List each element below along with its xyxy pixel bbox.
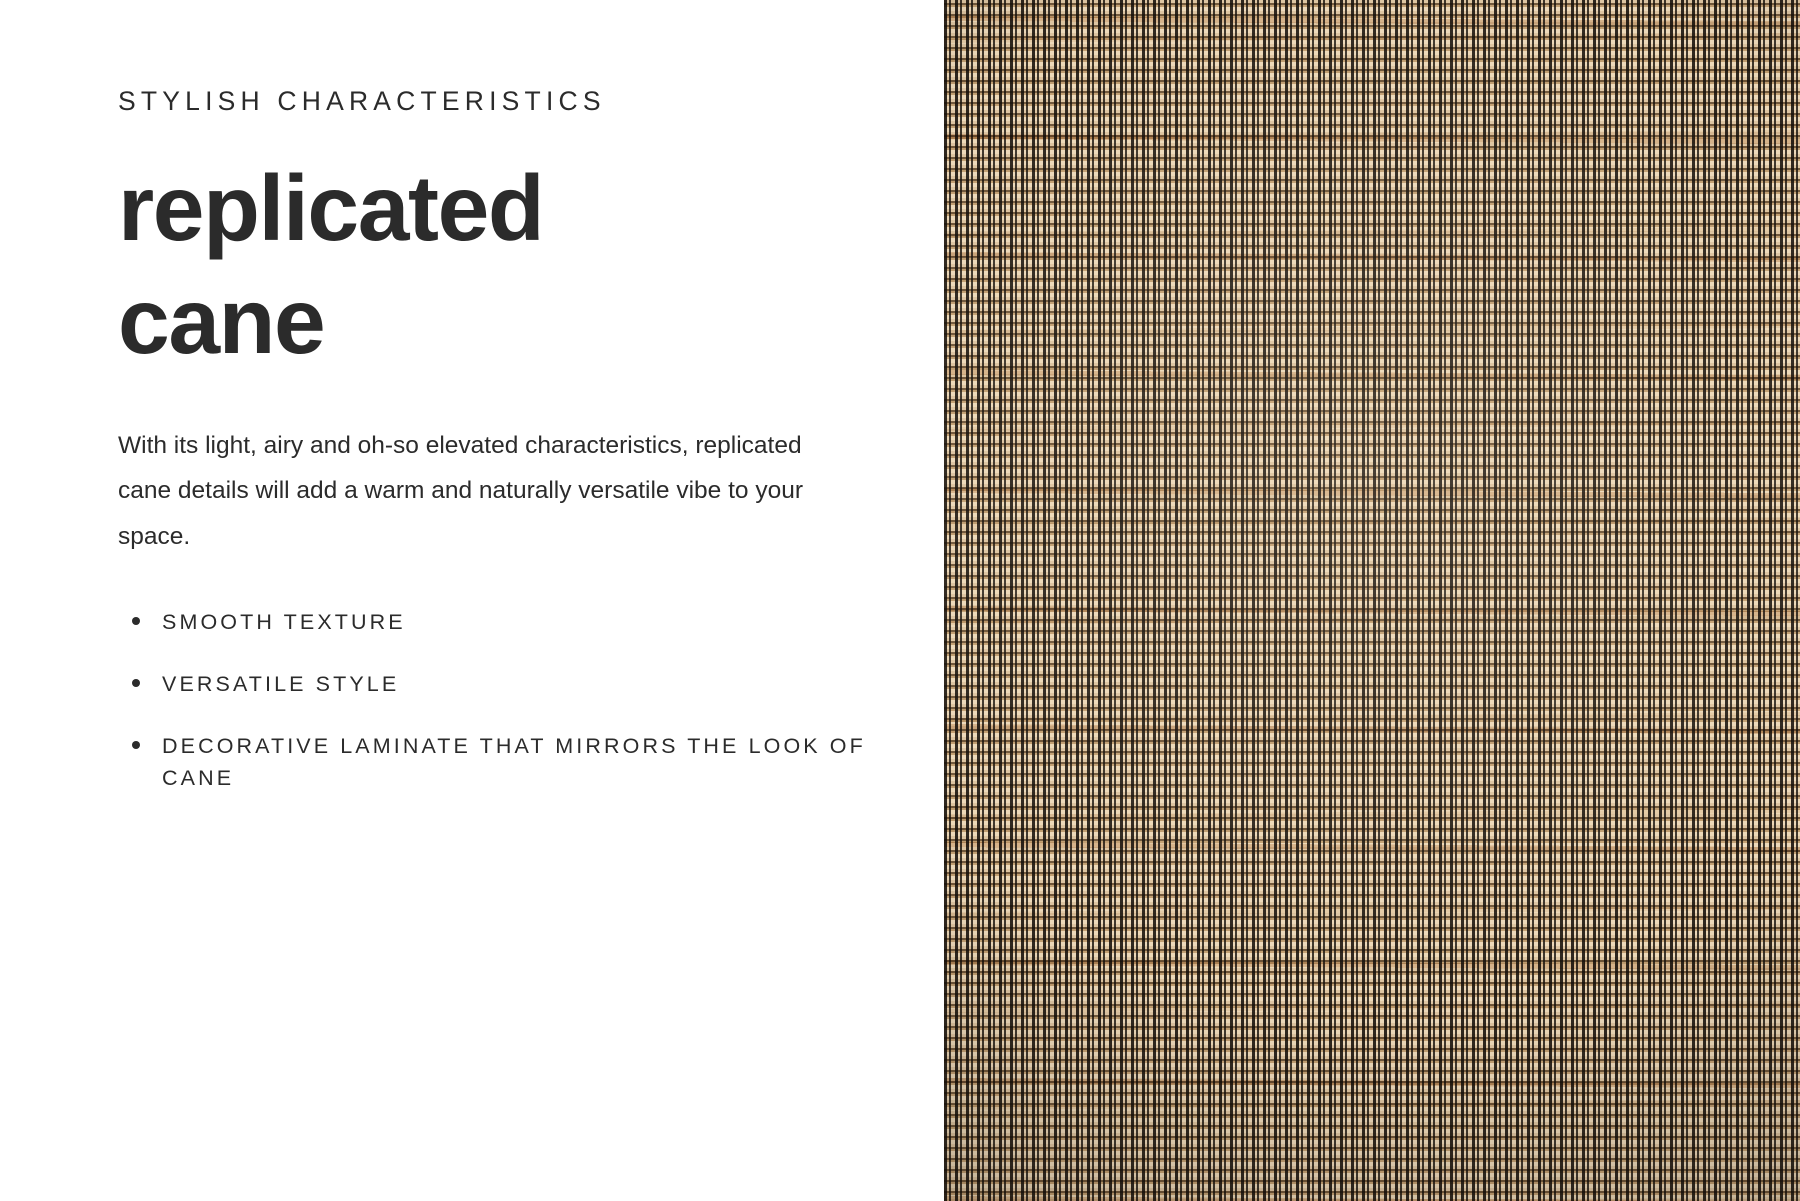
cane-texture-image — [944, 0, 1800, 1201]
bullet-icon — [132, 741, 140, 749]
eyebrow-label: STYLISH CHARACTERISTICS — [118, 86, 606, 116]
bullet-icon — [132, 617, 140, 625]
bullet-icon — [132, 679, 140, 687]
page-title: replicated cane — [118, 155, 544, 374]
weave-slub-overlay — [944, 0, 1800, 1201]
list-item — [118, 731, 884, 795]
feature-list — [118, 607, 884, 794]
list-item — [118, 669, 884, 701]
list-item-label: DECORATIVE LAMINATE THAT MIRRORS THE LOOK OF CANE — [162, 734, 866, 790]
list-item-label: VERSATILE STYLE — [162, 672, 400, 697]
list-item — [118, 607, 884, 639]
list-item-label: SMOOTH TEXTURE — [162, 610, 406, 635]
body-paragraph: With its light, airy and oh-so elevated characteristics, replicated cane details will add a warm and naturally versatile vibe to your space. — [118, 431, 803, 550]
